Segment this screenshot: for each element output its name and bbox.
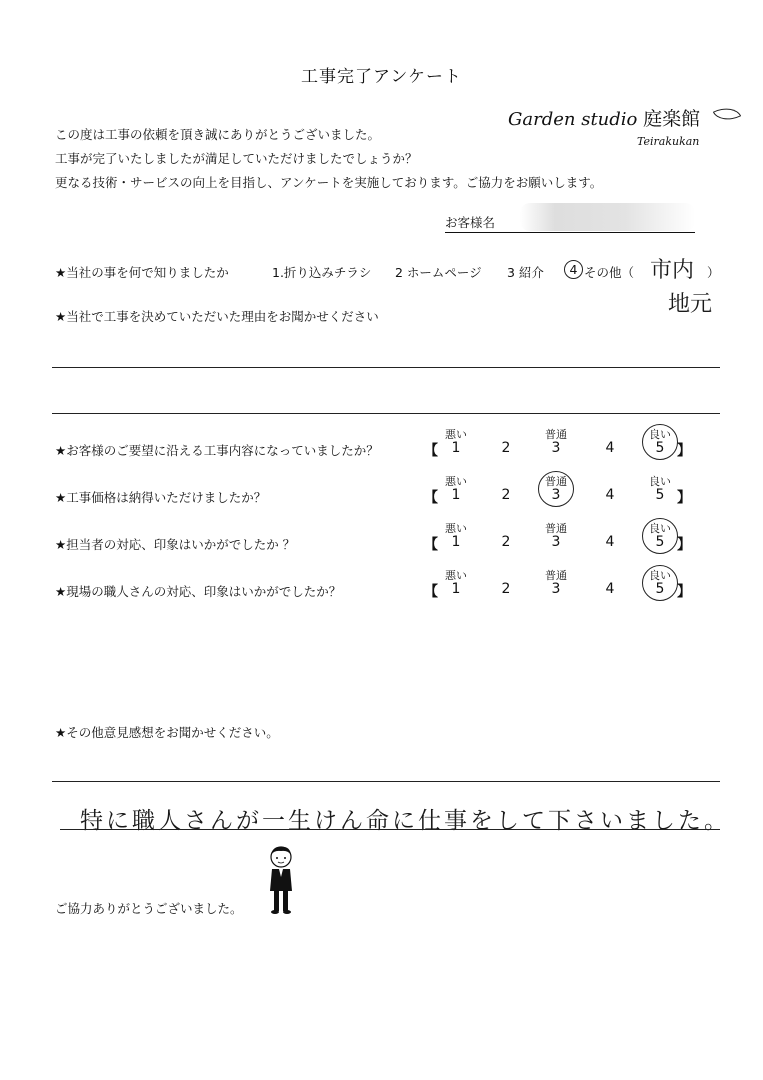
source-other-answer-2: 地元 [668,292,713,317]
intro-line-1: この度は工事の依頼を頂き誠にありがとうございました。 [55,127,381,142]
scale-value[interactable]: 5 [655,440,665,456]
scale-value[interactable]: 2 [501,487,511,503]
reason-answer-line-1 [52,367,720,368]
source-option-1: 1.折り込みチラシ [272,265,372,280]
scale-value[interactable]: 3 [551,581,561,597]
intro-line-3: 更なる技術・サービスの向上を目指し、アンケートを実施しております。ご協力をお願いします。 [55,175,603,190]
scale-value[interactable]: 4 [605,440,615,456]
customer-name-redacted [520,203,695,231]
source-other-answer-1: 市内 [650,258,695,283]
closing-message: ご協力ありがとうございました。 [55,901,243,916]
scale-value[interactable]: 4 [605,534,615,550]
scale-value[interactable]: 1 [451,440,461,456]
source-option-other-close: ） [707,265,720,280]
logo-name-en: Garden studio [508,109,638,130]
scale-value[interactable]: 2 [501,440,511,456]
source-option-3: 3 紹介 [507,265,544,280]
rating-question: ★担当者の対応、印象はいかがでしたか ？ [55,537,296,552]
scale-bracket-close: 】 [677,443,691,459]
comment-question: ★その他意見感想をお聞かせください。 [55,725,279,740]
customer-name-label: お客様名 [445,215,496,230]
scale-label-good: 良い [649,569,671,582]
logo-subtitle: Teirakukan [637,135,700,148]
leaf-icon [713,102,742,127]
logo-name-jp: 庭楽館 [643,108,701,130]
comment-line-2 [60,829,720,830]
source-option-other-number: 4 [564,260,583,279]
scale-label-good: 良い [649,475,671,488]
scale-label-bad: 悪い [445,522,467,535]
bowing-staff-illustration [264,845,298,915]
scale-bracket-open: 【 [424,584,438,600]
scale-value[interactable]: 4 [605,487,615,503]
scale-bracket-open: 【 [424,443,438,459]
scale-label-normal: 普通 [545,428,567,441]
customer-name-line [445,232,695,233]
scale-bracket-close: 】 [677,584,691,600]
scale-value[interactable]: 3 [551,487,561,503]
company-logo [508,104,700,131]
selected-rating-circle [642,518,678,554]
scale-label-bad: 悪い [445,475,467,488]
selected-rating-circle [538,471,574,507]
rating-question: ★現場の職人さんの対応、印象はいかがでしたか？ [55,584,342,599]
selected-rating-circle [642,424,678,460]
scale-value[interactable]: 3 [551,534,561,550]
selected-rating-circle [642,565,678,601]
scale-label-good: 良い [649,428,671,441]
reason-answer-line-2 [52,413,720,414]
comment-line-1 [52,781,720,782]
scale-value[interactable]: 3 [551,440,561,456]
source-option-2: 2 ホームページ [395,265,482,280]
reason-question: ★当社で工事を決めていただいた理由をお聞かせください [55,309,379,324]
rating-question: ★工事価格は納得いただけましたか？ [55,490,267,505]
scale-value[interactable]: 1 [451,581,461,597]
scale-bracket-open: 【 [424,537,438,553]
scale-label-normal: 普通 [545,569,567,582]
scale-label-bad: 悪い [445,428,467,441]
scale-label-normal: 普通 [545,522,567,535]
scale-bracket-open: 【 [424,490,438,506]
scale-bracket-close: 】 [677,490,691,506]
intro-line-2: 工事が完了いたしましたが満足していただけましたでしょうか？ [55,151,418,166]
scale-bracket-close: 】 [677,537,691,553]
source-question: ★当社の事を何で知りましたか [55,265,229,280]
scale-value[interactable]: 4 [605,581,615,597]
rating-question: ★お客様のご要望に沿える工事内容になっていましたか？ [55,443,379,458]
scale-label-normal: 普通 [545,475,567,488]
source-option-other-label: その他（ [584,265,635,280]
survey-title: 工事完了アンケート [301,67,462,87]
scale-value[interactable]: 1 [451,534,461,550]
comment-answer: 特に職人さんが一生けん命に仕事をして下さいました。 [80,808,730,834]
scale-value[interactable]: 5 [655,534,665,550]
scale-value[interactable]: 5 [655,487,665,503]
scale-label-good: 良い [649,522,671,535]
scale-label-bad: 悪い [445,569,467,582]
scale-value[interactable]: 2 [501,581,511,597]
scale-value[interactable]: 1 [451,487,461,503]
scale-value[interactable]: 2 [501,534,511,550]
scale-value[interactable]: 5 [655,581,665,597]
